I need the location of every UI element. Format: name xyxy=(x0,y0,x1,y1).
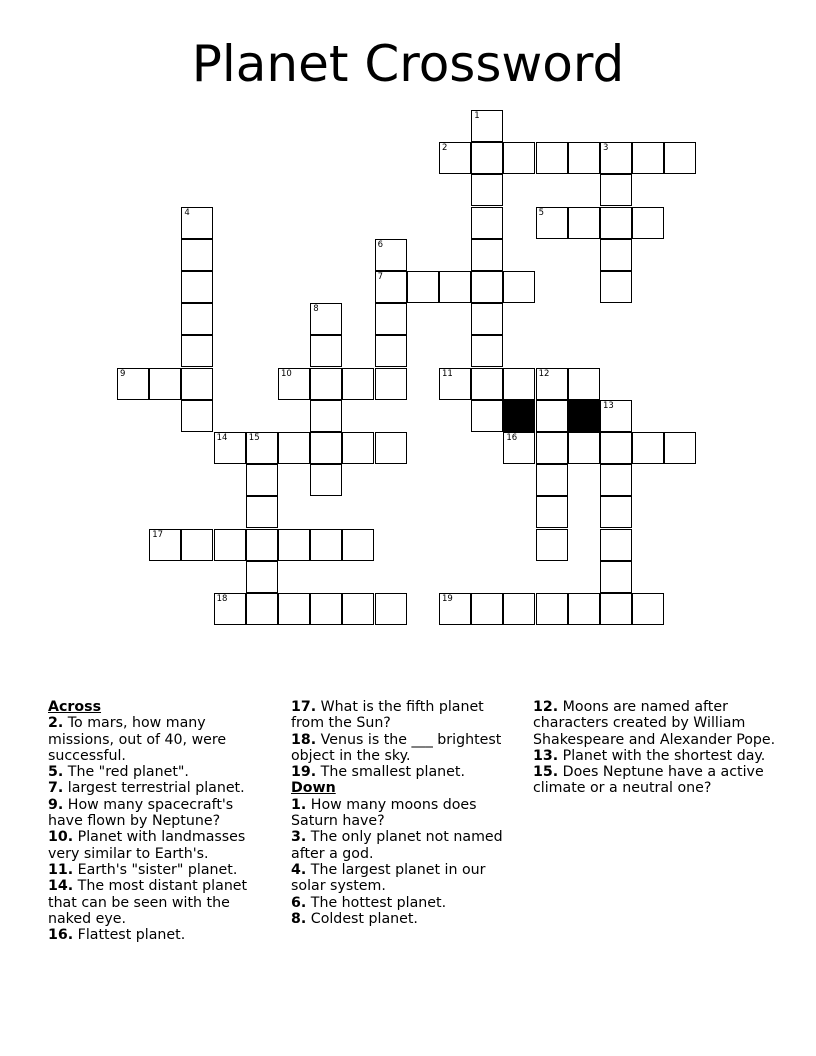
clue-item-number: 11. xyxy=(48,861,74,878)
answer-square[interactable] xyxy=(536,464,568,496)
answer-square[interactable] xyxy=(181,239,213,271)
answer-square[interactable] xyxy=(600,432,632,464)
answer-square[interactable] xyxy=(471,271,503,303)
answer-square[interactable] xyxy=(600,496,632,528)
clue-number: 12 xyxy=(538,368,550,379)
clue-number: 18 xyxy=(216,594,228,604)
answer-square[interactable] xyxy=(375,593,407,625)
clue-item-number: 6. xyxy=(291,894,307,911)
answer-square[interactable] xyxy=(181,335,213,367)
answer-square[interactable] xyxy=(600,271,632,303)
clue-item-text: largest terrestrial planet. xyxy=(67,780,245,797)
clue-item-number: 19. xyxy=(291,764,317,781)
clue-item xyxy=(48,780,270,796)
answer-square[interactable] xyxy=(117,368,149,400)
answer-square[interactable] xyxy=(439,142,471,174)
answer-square[interactable] xyxy=(181,303,213,335)
answer-square[interactable] xyxy=(600,239,632,271)
answer-square[interactable] xyxy=(568,593,600,625)
clue-item-text: Planet with the shortest day. xyxy=(562,747,766,764)
answer-square[interactable] xyxy=(342,368,374,400)
answer-square[interactable] xyxy=(664,432,696,464)
answer-square[interactable] xyxy=(471,303,503,335)
answer-square[interactable] xyxy=(503,593,535,625)
clue-item-number: 15. xyxy=(533,764,559,781)
clue-item-text: How many moons does Saturn have? xyxy=(291,796,477,830)
answer-square[interactable] xyxy=(439,368,471,400)
answer-square[interactable] xyxy=(278,593,310,625)
answer-square[interactable] xyxy=(536,400,568,432)
clue-item xyxy=(48,927,270,943)
clue-item-number: 14. xyxy=(48,878,74,895)
clue-item-text: The largest planet in our solar system. xyxy=(291,861,486,895)
clue-item-text: How many spacecraft's have flown by Neptune? xyxy=(48,796,234,830)
answer-square[interactable] xyxy=(342,432,374,464)
answer-square[interactable] xyxy=(600,593,632,625)
answer-square[interactable] xyxy=(181,400,213,432)
answer-square[interactable] xyxy=(375,432,407,464)
clue-number: 5 xyxy=(538,207,545,218)
answer-square[interactable] xyxy=(214,432,246,464)
clue-item xyxy=(48,797,270,830)
clue-number: 6 xyxy=(377,239,384,250)
clue-item xyxy=(533,748,778,764)
clues-column-2 xyxy=(291,699,516,927)
clue-item-number: 1. xyxy=(291,796,307,813)
clue-item-number: 9. xyxy=(48,796,64,813)
answer-square[interactable] xyxy=(632,207,664,239)
clue-item xyxy=(48,862,270,878)
answer-square[interactable] xyxy=(600,400,632,432)
clue-item-text: Coldest planet. xyxy=(310,910,418,927)
clue-item-text: The hottest planet. xyxy=(310,894,447,911)
clue-number: 13 xyxy=(603,400,614,411)
answer-square[interactable] xyxy=(632,432,664,464)
answer-square[interactable] xyxy=(310,303,342,335)
answer-square[interactable] xyxy=(246,529,278,561)
black-square xyxy=(503,400,535,432)
answer-square[interactable] xyxy=(407,271,439,303)
answer-square[interactable] xyxy=(568,207,600,239)
clue-item xyxy=(48,829,270,862)
clue-number: 7 xyxy=(377,272,384,282)
answer-square[interactable] xyxy=(600,142,632,174)
clue-item-text: Does Neptune have a active climate or a neutral one? xyxy=(533,764,764,797)
answer-square[interactable] xyxy=(600,561,632,593)
answer-square[interactable] xyxy=(471,207,503,239)
clue-item-number: 5. xyxy=(48,764,64,781)
clue-item xyxy=(533,699,778,748)
clue-item xyxy=(533,764,778,797)
answer-square[interactable] xyxy=(600,464,632,496)
answer-square[interactable] xyxy=(375,368,407,400)
answer-square[interactable] xyxy=(310,464,342,496)
answer-square[interactable] xyxy=(278,368,310,400)
answer-square[interactable] xyxy=(471,174,503,206)
answer-square[interactable] xyxy=(536,142,568,174)
answer-square[interactable] xyxy=(664,142,696,174)
answer-square[interactable] xyxy=(310,400,342,432)
clue-item-number: 16. xyxy=(48,927,74,944)
clue-number: 2 xyxy=(442,143,448,154)
answer-square[interactable] xyxy=(310,335,342,367)
clue-number: 9 xyxy=(120,368,126,379)
answer-square[interactable] xyxy=(278,529,310,561)
clue-item-text: Flattest planet. xyxy=(77,927,186,944)
answer-square[interactable] xyxy=(310,432,342,464)
clue-item-text: Venus is the ___ brightest object in the sky. xyxy=(291,731,502,764)
clue-item-text: The most distant planet that can be seen with the naked eye. xyxy=(48,878,248,927)
clue-item xyxy=(291,764,516,780)
answer-square[interactable] xyxy=(600,529,632,561)
answer-square[interactable] xyxy=(375,271,407,303)
answer-square[interactable] xyxy=(632,593,664,625)
clue-number: 14 xyxy=(216,433,228,443)
answer-square[interactable] xyxy=(246,561,278,593)
answer-square[interactable] xyxy=(214,593,246,625)
clue-item-number: 18. xyxy=(291,731,317,748)
answer-square[interactable] xyxy=(310,593,342,625)
clue-item xyxy=(48,715,270,764)
answer-square[interactable] xyxy=(181,271,213,303)
answer-square[interactable] xyxy=(536,432,568,464)
clue-item-number: 4. xyxy=(291,861,307,878)
clue-item xyxy=(291,862,516,895)
answer-square[interactable] xyxy=(471,239,503,271)
answer-square[interactable] xyxy=(471,142,503,174)
answer-square[interactable] xyxy=(536,593,568,625)
answer-square[interactable] xyxy=(310,368,342,400)
answer-square[interactable] xyxy=(471,368,503,400)
answer-square[interactable] xyxy=(342,529,374,561)
answer-square[interactable] xyxy=(471,593,503,625)
clue-item-text: Planet with landmasses very similar to Earth's. xyxy=(48,829,246,862)
clue-item-number: 13. xyxy=(533,747,559,764)
clue-number: 19 xyxy=(442,594,453,604)
answer-square[interactable] xyxy=(278,432,310,464)
answer-square[interactable] xyxy=(568,432,600,464)
clues-column-1 xyxy=(48,699,270,943)
down-heading: Down xyxy=(291,780,336,797)
clue-number: 1 xyxy=(474,111,480,121)
answer-square[interactable] xyxy=(568,142,600,174)
clue-item-text: The smallest planet. xyxy=(320,764,465,781)
answer-square[interactable] xyxy=(246,593,278,625)
clue-number: 8 xyxy=(313,304,319,315)
answer-square[interactable] xyxy=(181,529,213,561)
answer-square[interactable] xyxy=(310,529,342,561)
answer-square[interactable] xyxy=(181,368,213,400)
clue-number: 11 xyxy=(442,368,453,379)
answer-square[interactable] xyxy=(600,207,632,239)
answer-square[interactable] xyxy=(536,207,568,239)
answer-square[interactable] xyxy=(149,368,181,400)
clue-item-number: 7. xyxy=(48,780,64,797)
clue-item-number: 17. xyxy=(291,699,317,715)
answer-square[interactable] xyxy=(471,335,503,367)
answer-square[interactable] xyxy=(246,464,278,496)
answer-square[interactable] xyxy=(375,335,407,367)
answer-square[interactable] xyxy=(536,496,568,528)
clue-item-text: What is the fifth planet from the Sun? xyxy=(291,699,484,732)
answer-square[interactable] xyxy=(632,142,664,174)
answer-square[interactable] xyxy=(503,368,535,400)
answer-square[interactable] xyxy=(536,368,568,400)
clue-item-number: 12. xyxy=(533,699,559,715)
black-square xyxy=(568,400,600,432)
clue-item-text: Earth's "sister" planet. xyxy=(77,861,238,878)
clue-item xyxy=(48,878,270,927)
clue-item xyxy=(291,732,516,765)
page-title: Planet Crossword xyxy=(191,35,625,93)
answer-square[interactable] xyxy=(600,174,632,206)
clue-item xyxy=(291,829,516,862)
answer-square[interactable] xyxy=(246,432,278,464)
clue-item xyxy=(291,911,516,927)
clue-item xyxy=(291,797,516,830)
clue-number: 17 xyxy=(152,529,164,540)
answer-square[interactable] xyxy=(246,496,278,528)
clue-item-number: 8. xyxy=(291,910,307,927)
clue-item-text: To mars, how many missions, out of 40, were successful. xyxy=(48,715,227,764)
clue-item-text: Moons are named after characters created by William Shakespeare and Alexander Pope. xyxy=(533,699,776,748)
answer-square[interactable] xyxy=(568,368,600,400)
clue-item-number: 10. xyxy=(48,829,74,846)
answer-square[interactable] xyxy=(503,142,535,174)
clue-item xyxy=(48,764,270,780)
answer-square[interactable] xyxy=(536,529,568,561)
answer-square[interactable] xyxy=(149,529,181,561)
clue-number: 10 xyxy=(281,368,292,379)
clue-item-text: The "red planet". xyxy=(67,764,189,781)
clue-item xyxy=(291,699,516,732)
clue-number: 3 xyxy=(603,143,609,154)
clue-number: 15 xyxy=(248,433,260,443)
across-heading: Across xyxy=(48,699,102,715)
answer-square[interactable] xyxy=(342,593,374,625)
answer-square[interactable] xyxy=(503,432,535,464)
answer-square[interactable] xyxy=(375,239,407,271)
clue-item-number: 2. xyxy=(48,715,64,732)
clue-item xyxy=(291,895,516,911)
answer-square[interactable] xyxy=(375,303,407,335)
answer-square[interactable] xyxy=(439,271,471,303)
answer-square[interactable] xyxy=(181,207,213,239)
answer-square[interactable] xyxy=(471,110,503,142)
clue-number: 4 xyxy=(184,207,190,218)
clue-number: 16 xyxy=(506,433,518,443)
answer-square[interactable] xyxy=(471,400,503,432)
answer-square[interactable] xyxy=(439,593,471,625)
clue-item-number: 3. xyxy=(291,829,307,846)
answer-square[interactable] xyxy=(214,529,246,561)
clues-column-3 xyxy=(533,699,778,797)
answer-square[interactable] xyxy=(503,271,535,303)
clue-item-text: The only planet not named after a god. xyxy=(291,829,503,862)
